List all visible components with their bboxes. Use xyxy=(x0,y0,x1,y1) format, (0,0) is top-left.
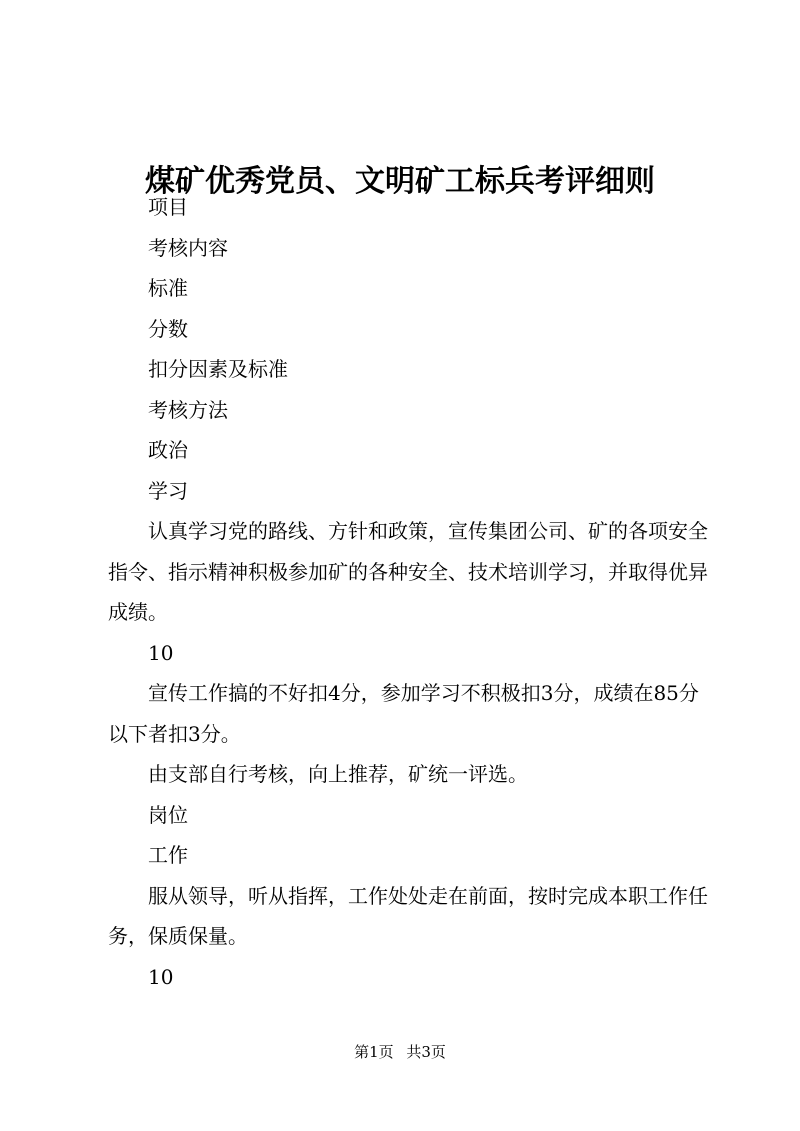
paragraph-politics: 政治 xyxy=(148,438,188,462)
paragraph-assessment-method: 考核方法 xyxy=(148,397,228,422)
paragraph-study-deductions: 宣传工作搞的不好扣4分，参加学习不积极扣3分，成绩在85分以下者扣3分。 xyxy=(108,681,699,746)
document-body xyxy=(108,187,708,997)
paragraph-assessment-content: 考核内容 xyxy=(148,235,228,260)
paragraph-score: 分数 xyxy=(148,316,188,341)
paragraph-study-method: 由支部自行考核，向上推荐，矿统一评选。 xyxy=(148,762,528,786)
paragraph-project: 项目 xyxy=(148,195,188,219)
page-number: 第1页 xyxy=(354,1043,394,1061)
paragraph-study-requirements: 认真学习党的路线、方针和政策，宣传集团公司、矿的各项安全指令、指示精神积极参加矿的各种安全、技术培训学习，并取得优异成绩。 xyxy=(108,519,708,624)
page-total: 共3页 xyxy=(406,1043,446,1061)
paragraph-score-value: 10 xyxy=(148,640,174,665)
paragraph-work: 工作 xyxy=(148,843,188,867)
document-title: 煤矿优秀党员、文明矿工标兵考评细则 xyxy=(145,164,655,200)
paragraph-deduction-factors: 扣分因素及标准 xyxy=(148,357,288,381)
paragraph-post: 岗位 xyxy=(148,802,188,827)
paragraph-work-score-value: 10 xyxy=(148,964,174,989)
paragraph-study: 学习 xyxy=(148,478,188,503)
paragraph-standard: 标准 xyxy=(148,276,188,300)
paragraph-work-requirements: 服从领导，听从指挥，工作处处走在前面，按时完成本职工作任务，保质保量。 xyxy=(108,883,708,948)
page-footer xyxy=(0,1042,800,1062)
